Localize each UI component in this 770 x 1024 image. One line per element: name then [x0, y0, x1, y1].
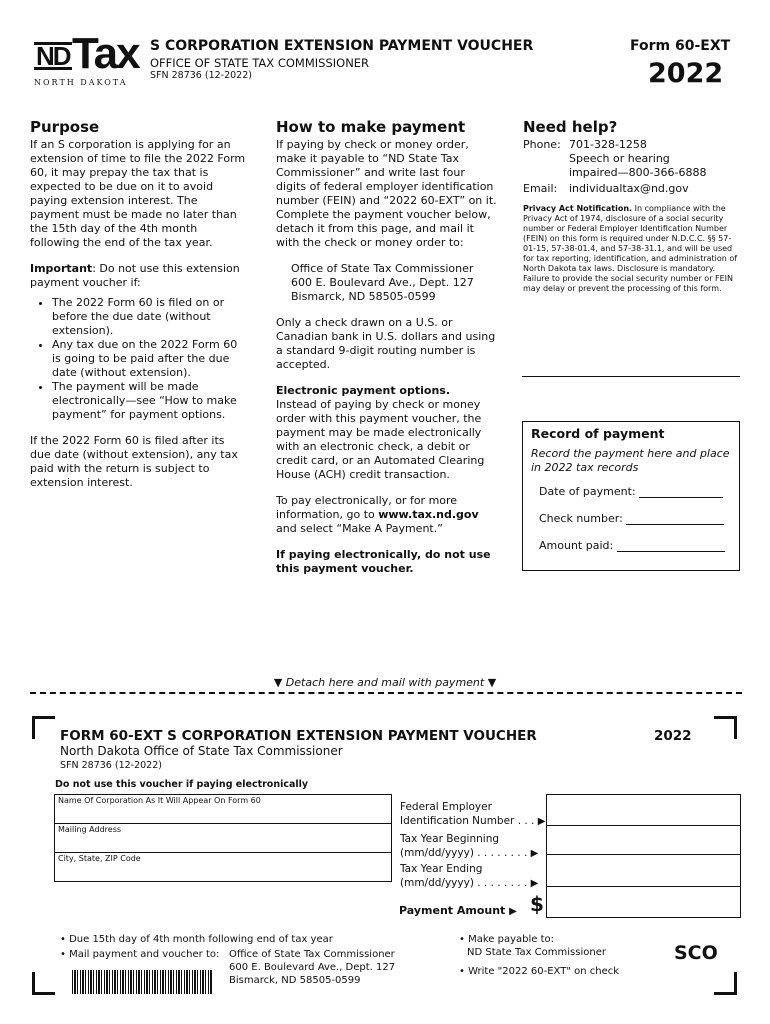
record-of-payment	[522, 421, 740, 571]
tax-year-begin-label	[400, 832, 538, 861]
date-of-payment-label: Date of payment:	[539, 485, 636, 498]
tax-year-end-input[interactable]	[546, 854, 741, 887]
city-state-zip-label: City, State, ZIP Code	[58, 854, 141, 863]
tax-year-end-label	[400, 862, 538, 891]
phone-label: Phone:	[523, 138, 561, 151]
date-of-payment-line[interactable]	[639, 485, 723, 498]
how-to-pay-text: If paying by check or money order, make it payable to “ND State Tax Commissioner” and write last four digits of federal employer identification number (FEIN) and “2022 60-EXT” on it. Complete the payment voucher below, detach it from this page, and mail it with the check or money order to:	[276, 138, 497, 249]
record-note: Record the payment here and place in 2022 tax records	[531, 447, 730, 474]
email-row	[523, 182, 741, 196]
corner-mark	[714, 716, 737, 739]
fein-label-line2	[400, 814, 545, 829]
form-sfn: SFN 28736 (12-2022)	[150, 70, 252, 81]
electronic-info-text: To pay electronically, or for more information, go to	[276, 494, 458, 521]
amount-paid-line[interactable]	[617, 539, 725, 552]
arrow-icon: ▶	[509, 906, 517, 917]
fein-label-text: Identification Number . . .	[400, 815, 535, 827]
fein-label-line1: Federal Employer	[400, 801, 492, 813]
mailing-address	[276, 262, 498, 304]
payable-to	[459, 933, 606, 959]
form-code: SCO	[674, 942, 718, 964]
page-title: S CORPORATION EXTENSION PAYMENT VOUCHER	[150, 38, 534, 54]
check-requirements: Only a check drawn on a U.S. or Canadian bank in U.S. dollars and using a standard 9-digit routing number is accepted.	[276, 316, 496, 371]
privacy-text: In compliance with the Privacy Act of 1974, disclosure of a social security number or Federal Employer Identification Number (FEIN) on this form is required under N.D.C.C. §§ 57-01-15, 57-38-01.4, and 57-38-31.1, and will be used for tax reporting, identification, and administration of North Dakota tax laws. Disclosure is mandatory. Failure to provide the social security number or FEIN may delay or prevent the processing of this form.	[523, 204, 738, 293]
tax-year-begin-text: (mm/dd/yyyy) . . . . . . . .	[400, 847, 528, 859]
payable-to-name: ND State Tax Commissioner	[467, 947, 606, 958]
electronic-warning: If paying electronically, do not use this payment voucher.	[276, 548, 491, 575]
privacy-label: Privacy Act Notification.	[523, 204, 633, 213]
list-item: • The payment will be made electronically—see “How to make payment” for payment options.	[52, 380, 248, 422]
tax-year-begin-line2	[400, 846, 538, 861]
help-heading: Need help?	[523, 118, 618, 136]
purpose-heading: Purpose	[30, 118, 100, 136]
mail-address-line: Office of State Tax Commissioner	[229, 949, 395, 960]
help-section	[523, 120, 741, 294]
arrow-icon: ▶	[530, 878, 539, 889]
phone-values	[569, 138, 707, 180]
record-heading: Record of payment	[531, 426, 665, 441]
dollar-sign: $	[530, 892, 544, 916]
mail-address-line: 600 E. Boulevard Ave., Dept. 127	[229, 962, 396, 973]
list-item: • Any tax due on the 2022 Form 60 is going to be paid after the due date (without extension).	[52, 338, 248, 380]
voucher-warning: Do not use this voucher if paying electronically	[55, 779, 309, 790]
voucher-title: FORM 60-EXT S CORPORATION EXTENSION PAYMENT VOUCHER	[60, 728, 537, 744]
phone-number: 701-328-1258	[569, 138, 647, 151]
corporation-name-field[interactable]	[54, 794, 392, 824]
important-label: Important	[30, 262, 93, 275]
voucher-sfn: SFN 28736 (12-2022)	[60, 760, 162, 771]
electronic-info-text-end: and select “Make A Payment.”	[276, 522, 443, 535]
mail-address-line: Bismarck, ND 58505-0599	[229, 975, 361, 986]
tax-year-end-line2	[400, 876, 538, 891]
corner-mark	[32, 716, 55, 739]
electronic-text: Instead of paying by check or money order with this payment voucher, the payment may be made electronically with an electronic check, a debit or credit card, or an Automated Clearing House (ACH) credit transaction.	[276, 398, 485, 481]
tax-year-begin-line1: Tax Year Beginning	[400, 833, 500, 845]
important-text: : Do not use this extension payment voucher if:	[30, 262, 240, 289]
how-to-pay-section	[276, 120, 498, 588]
electronic-info	[276, 494, 498, 536]
city-state-zip-field[interactable]	[54, 852, 392, 882]
nd-tax-logo	[34, 29, 139, 88]
how-to-pay-heading: How to make payment	[276, 118, 466, 136]
tax-year-end-line1: Tax Year Ending	[400, 863, 483, 875]
phone-row	[523, 138, 741, 180]
check-number-field[interactable]	[539, 512, 731, 525]
corporation-name-label: Name Of Corporation As It Will Appear On Form 60	[58, 796, 261, 805]
fein-input[interactable]	[546, 794, 741, 826]
list-item: • The 2022 Form 60 is filed on or before the due date (without extension).	[52, 296, 248, 338]
payment-amount-text: Payment Amount	[399, 904, 506, 917]
amount-paid-field[interactable]	[539, 539, 731, 552]
important-note	[30, 262, 248, 290]
mailing-address-label: Mailing Address	[58, 825, 122, 834]
logo-nd: ND	[36, 41, 70, 71]
amount-paid-label: Amount paid:	[539, 539, 614, 552]
purpose-section	[30, 120, 248, 502]
tax-website-link[interactable]: www.tax.nd.gov	[378, 508, 479, 521]
tax-year-begin-input[interactable]	[546, 825, 741, 855]
voucher-office: North Dakota Office of State Tax Commissioner	[60, 744, 343, 758]
form-number: Form 60-EXT	[630, 38, 731, 54]
fein-label	[400, 800, 545, 829]
detach-line[interactable]	[30, 692, 742, 694]
phone-tty-label: Speech or hearing	[569, 152, 670, 165]
logo-subtitle: NORTH DAKOTA	[34, 78, 128, 87]
email-address[interactable]: individualtax@nd.gov	[569, 182, 689, 195]
address-line: 600 E. Boulevard Ave., Dept. 127	[291, 276, 474, 289]
electronic-heading: Electronic payment options.	[276, 384, 451, 397]
email-label: Email:	[523, 182, 558, 195]
important-list	[30, 296, 248, 422]
check-number-label: Check number:	[539, 512, 623, 525]
form-year: 2022	[648, 58, 724, 89]
corner-mark	[714, 972, 737, 995]
mail-to-label: • Mail payment and voucher to:	[60, 949, 220, 960]
date-of-payment-field[interactable]	[539, 485, 731, 498]
check-number-line[interactable]	[626, 512, 724, 525]
detach-instruction: ▼ Detach here and mail with payment ▼	[273, 676, 497, 689]
mail-to-address	[229, 948, 395, 987]
late-filing-text: If the 2022 Form 60 is filed after its due date (without extension), any tax paid with the return is subject to extension interest.	[30, 434, 238, 489]
privacy-notice	[523, 204, 741, 294]
arrow-icon: ▶	[530, 848, 539, 859]
phone-tty-number: impaired—800-366-6888	[569, 166, 707, 179]
payable-to-label: • Make payable to:	[459, 934, 554, 945]
mailing-address-field[interactable]	[54, 823, 392, 853]
write-on-check-note: • Write "2022 60-EXT" on check	[459, 966, 620, 977]
arrow-icon: ▶	[537, 816, 546, 827]
barcode	[72, 970, 212, 994]
due-date-note: • Due 15th day of 4th month following end of tax year	[60, 934, 333, 945]
address-line: Office of State Tax Commissioner	[291, 262, 474, 275]
divider	[522, 376, 740, 377]
payment-amount-label	[399, 904, 517, 917]
purpose-text: If an S corporation is applying for an extension of time to file the 2022 Form 60, it may prepay the tax that is expected to be due on it to avoid paying extension interest. The payment must be made no later than the 15th day of the 4th month following the end of the tax year.	[30, 138, 246, 249]
tax-year-end-text: (mm/dd/yyyy) . . . . . . . .	[400, 877, 528, 889]
voucher-year: 2022	[654, 728, 692, 744]
payment-amount-input[interactable]	[546, 886, 741, 918]
address-line: Bismarck, ND 58505-0599	[291, 290, 436, 303]
corner-mark	[32, 972, 55, 995]
office-name: OFFICE OF STATE TAX COMMISSIONER	[150, 56, 370, 70]
logo-tax: Tax	[72, 29, 139, 78]
